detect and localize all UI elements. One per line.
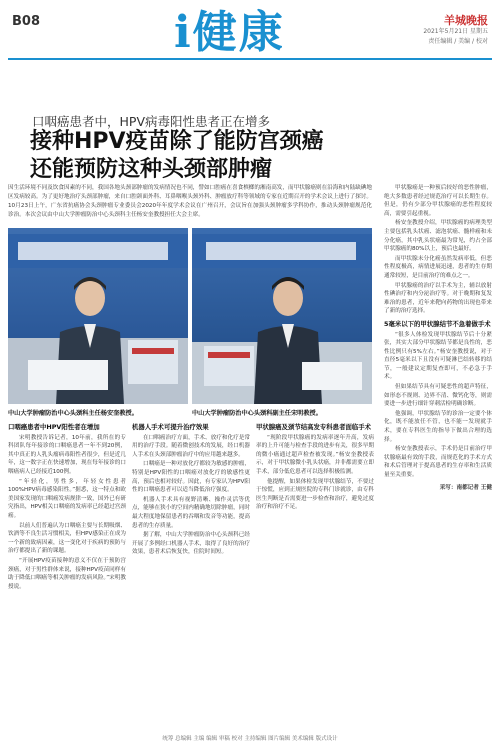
header-rule bbox=[8, 58, 492, 60]
body-column-2 bbox=[132, 420, 250, 558]
article-kicker: 口咽癌患者中，HPV病毒阳性患者正在增多 bbox=[32, 114, 270, 129]
paragraph: “很多人体检发现甲状腺结节后十分紧张，其实大部分甲状腺结节都是良性的，恶性比例只有5%左右。”杨安奎教授说，对于直径5毫米以下且没有可疑淋巴结转移的结节，一般建议定期复查即可，不必急于手术。 bbox=[384, 331, 492, 381]
paragraph: 以前人们普遍认为口咽癌主要与长期吸烟、饮酒等不良生活习惯相关，但HPV感染正在成为一个新的致病因素，这一变化对于疾病的预防与治疗都提出了新的课题。 bbox=[8, 522, 126, 555]
subhead-thyroid: 甲状腺癌及颈节结高发专科患者面临手术 bbox=[256, 423, 372, 431]
headline-line-1: 接种HPV疫苗除了能防宫颈癌 bbox=[30, 129, 324, 154]
paragraph: 而甲状腺未分化癌虽然发病率低，但恶性程度极高，病情进展迅速，患者的生存期通常较短，是目前治疗的难点之一。 bbox=[384, 255, 492, 279]
date-line: 2021年5月21日 星期五 bbox=[423, 28, 488, 35]
photo-right-image bbox=[192, 228, 372, 404]
section-title bbox=[174, 7, 285, 58]
page-number: B08 bbox=[12, 14, 40, 29]
photo-strip bbox=[8, 228, 372, 404]
paper-name: 羊城晚报 bbox=[444, 14, 488, 27]
photo-speaker-left bbox=[8, 228, 188, 404]
paragraph: “开展HPV疫苗接种的意义不仅在于预防宫颈癌，对于男性群体来说，接种HPV疫苗同样有助于降低口咽癌等相关肿瘤的发病风险。”宋明教授说。 bbox=[8, 557, 126, 590]
headline-line-2: 还能预防这种头颈部肿瘤 bbox=[30, 157, 273, 182]
paragraph: “现阶段甲状腺癌的发病率逐年升高，发病率的上升可能与检查手段的进步有关，很多早期的微小癌通过超声检查被发现。”杨安奎教授表示，对于甲状腺微小乳头状癌，并非都需要立即手术，部分低危患者可以选择积极监测。 bbox=[256, 434, 374, 475]
article-headline bbox=[30, 128, 470, 184]
section-word: 健康 bbox=[192, 7, 285, 58]
paragraph: 宋明教授告诉记者，10年前，我所在的专科团队每年接诊的口咽癌患者一年不到20例，其中真正的人乳头瘤病毒阳性者很少，但是近几年，这一数字正在快速增加，现在每年接诊的口咽癌病人已经接近100例。 bbox=[8, 434, 126, 475]
masthead bbox=[368, 12, 488, 45]
body-column-3 bbox=[256, 420, 374, 513]
caption-right: 中山大学肿瘤防治中心头颈科副主任宋明教授。 bbox=[192, 410, 322, 417]
page-header bbox=[8, 8, 492, 56]
subhead-oropharyngeal: 口咽癌患者中HPV阳性者在增加 bbox=[8, 423, 100, 431]
photo-left-image bbox=[8, 228, 188, 404]
photo-speaker-right bbox=[192, 228, 372, 404]
paragraph: 他强调，甲状腺结节的诊治一定要个体化，既不能放任不管，也不能一发现就手术，要在专科医生的指导下做出合理的选择。 bbox=[384, 410, 492, 443]
paragraph: 甲状腺癌的治疗以手术为主，辅以放射性碘治疗和内分泌治疗等。对于晚期和复发难治的患者，近年来靶向药物的出现也带来了新的治疗选择。 bbox=[384, 282, 492, 315]
paragraph: 杨安奎教授介绍，甲状腺癌的病理类型主要包括乳头状癌、滤泡状癌、髓样癌和未分化癌，其中乳头状癌最为常见，约占全部甲状腺癌的80%以上，预后也最好。 bbox=[384, 220, 492, 253]
page-footer: 统筹 总编辑 主编 编辑 审稿 校对 主持编辑 图片编辑 美术编辑 版式设计 bbox=[162, 736, 338, 742]
paragraph: 但如果结节具有可疑恶性的超声特征，如形态不规则、边界不清、微钙化等，则需要进一步进行细针穿刺活检明确诊断。 bbox=[384, 384, 492, 408]
article-body bbox=[8, 420, 378, 720]
paragraph: 他提醒，如果体检发现甲状腺结节，不要过于惊慌，应到正规医院的专科门诊就诊，由专科医生判断是否需要进一步检查和治疗，避免过度治疗和治疗不足。 bbox=[256, 478, 374, 511]
body-column-1 bbox=[8, 420, 126, 592]
article-signature: 采写：南都记者 王健 bbox=[439, 484, 492, 491]
right-column bbox=[384, 184, 492, 493]
paragraph: 机器人手术具有视野清晰、操作灵活等优点，能够在狭小的空间内精确地切除肿瘤，同时最大程度地保留患者的吞咽和发音等功能，提高患者的生存质量。 bbox=[132, 496, 250, 529]
editors-line: 责任编辑 / 美编 / 校对 bbox=[428, 38, 488, 45]
article-lead: 因生活环境不同及饮食因素的不同，我国各地头颈部肿瘤的发病情况也不同，譬如口腔癌在喜食槟榔的湘南高发，而甲状腺癌则在沿海和内陆缺碘地区发病较高。为了更好地治疗头颈部肿瘤，来自口腔颌面外科、耳鼻咽喉头颈外科、肿瘤放疗科等领域的专家在近期召开的学术会议上进行了探讨。10月23日上午，广东省抗癌协会头颈肿瘤专业委员会2020年年度学术会议在广州召开，会议旨在加强头颈肿瘤多学科协作，推动头颈肿瘤规范化诊治。本次会议由中山大学肿瘤防治中心头颈科主任杨安奎教授担任大会主席。 bbox=[8, 185, 372, 218]
paragraph: 在口咽癌治疗方面，手术、放疗和化疗是常用的治疗手段。随着微创技术的发展，经口机器人手术在头颈部肿瘤治疗中的应用越来越多。 bbox=[132, 434, 250, 458]
paragraph: 杨安奎教授表示，手术仍是目前治疗甲状腺癌最有效的手段，而规范化的手术方式和术后管理对于提高患者的生存率和生活质量至关重要。 bbox=[384, 446, 492, 478]
subhead-nodule: 5毫米以下的甲状腺结节不急着做手术 bbox=[384, 319, 491, 328]
paragraph: 据了解，中山大学肿瘤防治中心头颈科已经开展了多例经口机器人手术，取得了良好的治疗效果，患者术后恢复快，住院时间短。 bbox=[132, 532, 250, 556]
subhead-robot-surgery: 机器人手术可提升治疗效果 bbox=[132, 423, 209, 431]
paragraph: “年轻化，男性多，年轻女性患者100%HPV病毒感染阳性。”据悉，这一特点和欧美国家发现的口咽癌发病规律一致，国外已有研究指出，HPV相关口咽癌的发病率已经超过宫颈癌。 bbox=[8, 478, 126, 519]
caption-left: 中山大学肿瘤防治中心头颈科主任杨安奎教授。 bbox=[8, 410, 138, 417]
section-letter: i bbox=[174, 7, 193, 58]
paragraph: 口咽癌是一种对放化疗都较为敏感的肿瘤，特别是HPV阳性的口咽癌对放化疗的敏感性更高，预后也相对较好。因此，有专家认为HPV阳性的口咽癌患者可以适当降低治疗强度。 bbox=[132, 461, 250, 494]
paragraph: 甲状腺癌是一种预后较好的恶性肿瘤，绝大多数患者经过规范治疗可以长期生存。但是，仍有少部分甲状腺癌的恶性程度较高，需要引起重视。 bbox=[384, 185, 492, 217]
